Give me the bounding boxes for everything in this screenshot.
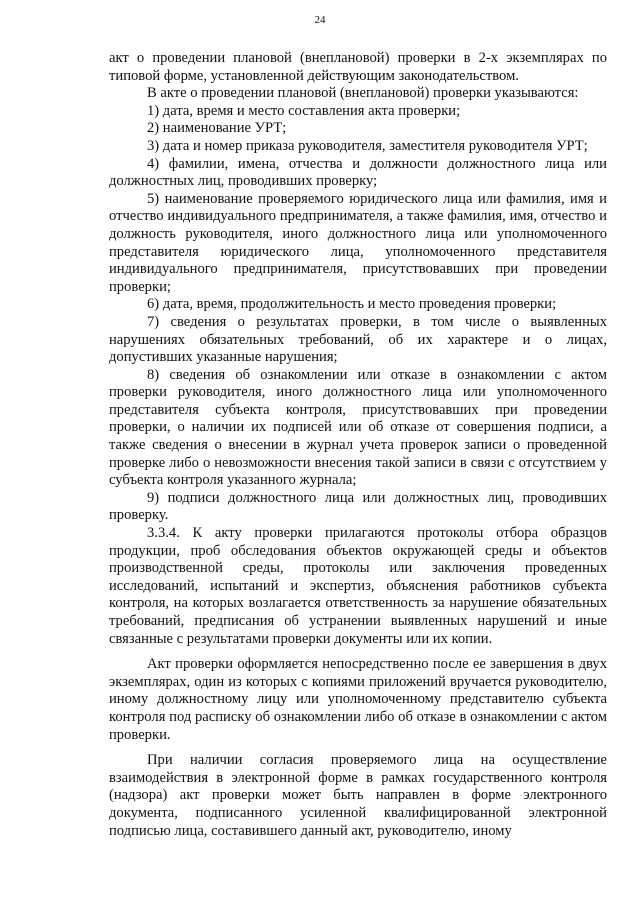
list-item-7: 7) сведения о результатах проверки, в том числе о выявленных нарушениях обязательных требований, об их характере и о лицах, допустивших указанные нарушения;: [109, 313, 607, 366]
paragraph-act-execution: Акт проверки оформляется непосредственно после ее завершения в двух экземплярах, один из которых с копиями приложений вручается руководителю, иному должностному лицу или уполномоченному представителю субъекта контроля под расписку об ознакомлении либо об отказе в ознакомлении с актом проверки.: [109, 656, 607, 743]
list-item-4: 4) фамилии, имена, отчества и должности должностного лица или должностных лиц, проводивших проверку;: [109, 155, 607, 190]
list-item-9: 9) подписи должностного лица или должностных лиц, проводивших проверку.: [109, 489, 607, 524]
list-item-3: 3) дата и номер приказа руководителя, заместителя руководителя УРТ;: [147, 137, 588, 154]
list-item-1: 1) дата, время и место составления акта проверки;: [147, 102, 461, 119]
list-item-2: 2) наименование УРТ;: [147, 120, 287, 137]
page-number: 24: [314, 14, 326, 26]
section-3-3-4-paragraph: 3.3.4. К акту проверки прилагаются протоколы отбора образцов продукции, проб обследования объектов окружающей среды и объектов производственной среды, протоколы или заключения проведенных исследований, испытаний и экспертиз, объяснения работников субъекта контроля, на которых возлагается ответственность за нарушение обязательных требований, предписания об устранении выявленных нарушений и иные связанные с результатами проверки документы или их копии.: [109, 525, 607, 647]
paragraph-act-intro: акт о проведении плановой (внеплановой) проверки в 2-х экземплярах по типовой форме, установленной действующим законодательством.: [109, 50, 607, 84]
paragraph-act-contents-heading: В акте о проведении плановой (внеплановой) проверки указываются:: [147, 85, 579, 102]
document-body: [109, 50, 607, 840]
list-item-8: 8) сведения об ознакомлении или отказе в ознакомлении с актом проверки руководителя, иного должностного лица или уполномоченного представителя субъекта контроля, присутствовавших при проведении проверки, о наличии их подписей или об отказе от совершения подписи, а также сведения о внесении в журнал учета проверок записи о проведенной проверке либо о невозможности внесения такой записи в связи с отсутствием у субъекта контроля указанного журнала;: [109, 366, 607, 489]
list-item-6: 6) дата, время, продолжительность и место проведения проверки;: [147, 296, 557, 313]
paragraph-electronic-form: При наличии согласия проверяемого лица на осуществление взаимодействия в электронной форме в рамках государственного контроля (надзора) акт проверки может быть направлен в форме электронного документа, подписанного усиленной квалифицированной электронной подписью лица, составившего данный акт, руководителю, иному: [109, 752, 607, 839]
list-item-5: 5) наименование проверяемого юридического лица или фамилия, имя и отчество индивидуального предпринимателя, а также фамилия, имя, отчество и должность руководителя, иного должностного лица или уполномоченного представителя юридического лица, уполномоченного представителя индивидуального предпринимателя, присутствовавших при проведении проверки;: [109, 190, 607, 295]
